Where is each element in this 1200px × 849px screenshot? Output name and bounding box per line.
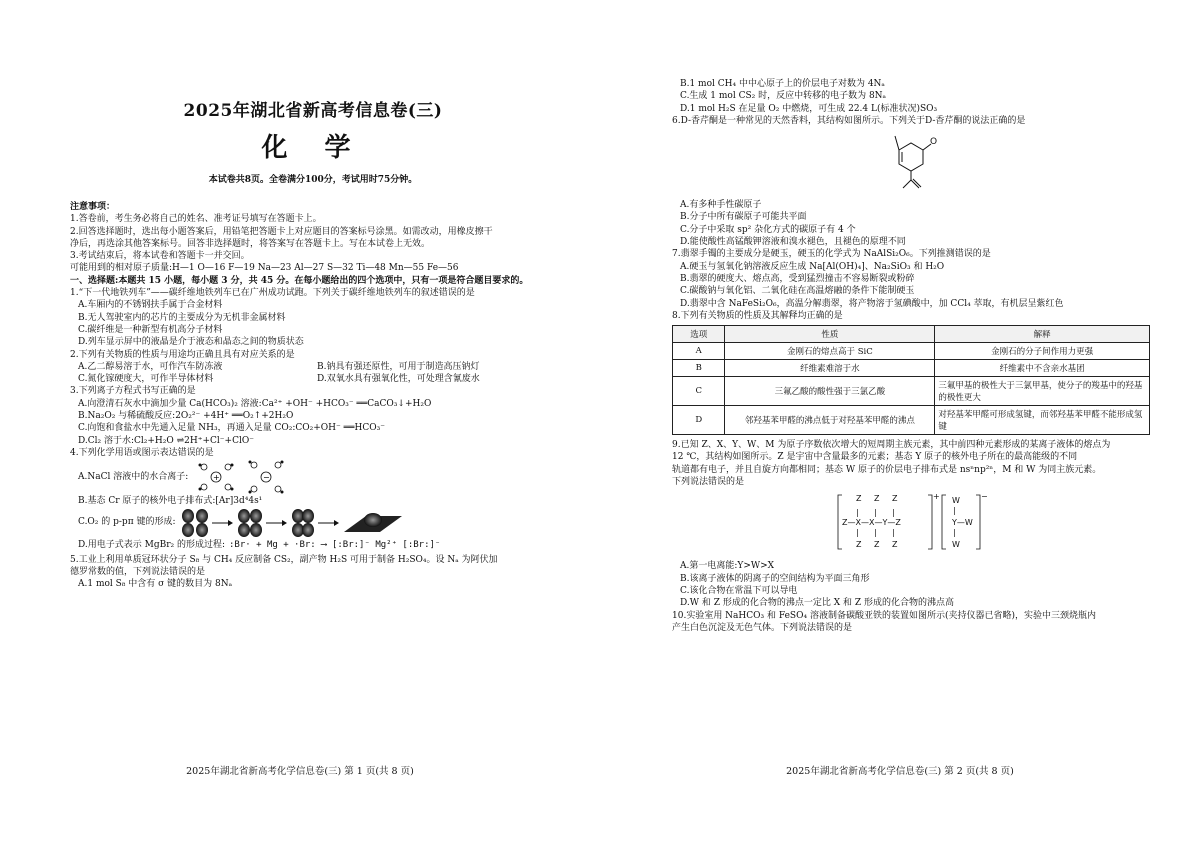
page-footer: 2025年湖北省新高考化学信息卷(三) 第 1 页(共 8 页)	[186, 766, 414, 777]
option: B.钠具有强还原性，可用于制造高压钠灯	[317, 361, 480, 372]
table-cell: A	[673, 343, 725, 360]
note-line: 1.答卷前，考生务必将自己的姓名、准考证号填写在答题卡上。	[70, 214, 322, 225]
svg-text:|: |	[874, 508, 877, 518]
question-8: 8.下列有关物质的性质及其解释均正确的是	[672, 310, 843, 321]
svg-text:|: |	[953, 506, 956, 516]
svg-text:|: |	[892, 528, 895, 538]
note-line: 净后，再选涂其他答案标号。回答非选择题时，将答案写在答题卡上。写在本试卷上无效。	[70, 238, 431, 249]
option: D.列车显示屏中的液晶是介于液态和晶态之间的物质状态	[78, 337, 304, 348]
option: D.1 mol H₂S 在足量 O₂ 中燃烧，可生成 22.4 L(标准状况)SO₃	[680, 103, 938, 114]
table-row	[673, 406, 1150, 435]
table-cell: 三氟甲基的极性大于三氯甲基，使分子的羧基中的羟基的极性更大	[935, 377, 1150, 406]
table-cell: D	[673, 406, 725, 435]
hydrated-ion-diagram	[188, 459, 298, 495]
option: C.该化合物在常温下可以导电	[680, 585, 798, 596]
note-line: 2.回答选择题时，选出每小题答案后，用铅笔把答题卡上对应题目的答案标号涂黑。如需改动，用橡皮擦干	[70, 226, 493, 237]
option: A.NaCl 溶液中的水合离子:	[78, 472, 189, 483]
option: B.1 mol CH₄ 中中心原子上的价层电子对数为 4Nₐ	[680, 79, 885, 89]
question-10: 10.实验室用 NaHCO₃ 和 FeSO₄ 溶液制备碳酸亚铁的装置如图所示(夹持仪器已省略)，实验中三颈烧瓶内	[672, 610, 1096, 621]
notes-heading: 注意事项：	[70, 202, 116, 212]
option-d-row	[70, 538, 556, 554]
option-row	[70, 361, 556, 373]
option: D.翡翠中含 NaFeSi₂O₆，高温分解翡翠，将产物溶于氢碘酸中，加 CCl₄ 萃取，有机层呈紫红色	[680, 298, 1064, 309]
option: D.能使酸性高锰酸钾溶液和溴水褪色，且褪色的原理不同	[680, 237, 906, 248]
option: D.Cl₂ 溶于水:Cl₂+H₂O ⇌2H⁺+Cl⁻+ClO⁻	[78, 435, 254, 446]
question-3: 3.下列离子方程式书写正确的是	[70, 386, 196, 397]
svg-text:O: O	[930, 137, 938, 148]
question-10-cont: 产生白色沉淀及无色气体。下列说法错误的是	[672, 622, 853, 633]
svg-text:Y—W: Y—W	[952, 518, 973, 528]
electron-dot-formula: :Br· + Mg + ·Br: ⟶ [:Br:]⁻ Mg²⁺ [:Br:]⁻	[229, 540, 441, 551]
question-9-cont: 轨道都有电子，并且自旋方向都相同；基态 W 原子的价层电子排布式是 nsⁿnp²ⁿ，M 和 W 为同主族元素。	[672, 464, 1102, 475]
question-1: 1.“下一代地铁列车”——碳纤维地铁列车已在广州成功试跑。下列关于碳纤维地铁列车的叙述错误的是	[70, 288, 475, 299]
question-7: 7.翡翠手镯的主要成分是硬玉，硬玉的化学式为 NaAlSi₂O₆。下列推测错误的是	[672, 249, 991, 260]
svg-text:Z: Z	[892, 494, 898, 504]
option: B.基态 Cr 原子的核外电子排布式:[Ar]3d⁴4s¹	[78, 496, 263, 507]
svg-text:Z: Z	[892, 540, 898, 550]
table-header: 选项	[673, 326, 725, 343]
table-header: 解释	[935, 326, 1150, 343]
option: D.双氧水具有强氧化性，可处理含氰废水	[317, 374, 480, 385]
svg-text:|: |	[856, 528, 859, 538]
svg-text:−: −	[263, 473, 270, 483]
option-row	[70, 373, 556, 385]
table-cell: 纤维素难溶于水	[725, 360, 935, 377]
option: A.有多种手性碳原子	[680, 200, 762, 211]
q8-table	[672, 325, 1150, 435]
svg-text:Z: Z	[856, 494, 862, 504]
table-row	[673, 343, 1150, 360]
option: D.W 和 Z 形成的化合物的沸点一定比 X 和 Z 形成的化合物的沸点高	[680, 598, 954, 609]
option: B.无人驾驶室内的芯片的主要成分为无机非金属材料	[78, 312, 286, 323]
question-4: 4.下列化学用语或图示表达错误的是	[70, 447, 214, 458]
subject-title: 化 学	[261, 133, 365, 163]
svg-text:|: |	[892, 508, 895, 518]
table-cell: C	[673, 377, 725, 406]
question-6: 6.D-香芹酮是一种常见的天然香料，其结构如图所示。下列关于D-香芹酮的说法正确的是	[672, 115, 1026, 126]
svg-text:|: |	[874, 528, 877, 538]
option-c-row	[70, 508, 556, 538]
table-cell: 纤维素中不含亲水基团	[935, 360, 1150, 377]
svg-text:Z: Z	[856, 540, 862, 550]
question-9-cont: 12 ℃，其结构如图所示。Z 是宇宙中含量最多的元素；基态 Y 原子的核外电子所在的最高能级的不同	[672, 452, 1078, 463]
option: C.碳酸钠与氧化铝、二氧化硅在高温熔融的条件下能制硬玉	[680, 286, 915, 297]
option: B.该离子液体的阴离子的空间结构为平面三角形	[680, 573, 870, 584]
question-9-cont: 下列说法错误的是	[672, 477, 745, 488]
option: A.向澄清石灰水中滴加少量 Ca(HCO₃)₂ 溶液:Ca²⁺ +OH⁻ +HCO₃⁻ ══CaCO₃↓+H₂O	[78, 398, 432, 409]
ionic-liquid-structure	[672, 491, 1150, 557]
svg-text:Z—X—X—Y—Z: Z—X—X—Y—Z	[842, 518, 901, 528]
question-5: 5.工业上利用单质冠环状分子 S₈ 与 CH₄ 反应制备 CS₂，副产物 H₂S 可用于制备 H₂SO₄。设 Nₐ 为阿伏加	[70, 554, 498, 565]
carvone-structure	[672, 130, 1150, 196]
svg-text:|: |	[856, 508, 859, 518]
table-cell: B	[673, 360, 725, 377]
option: A.1 mol S₈ 中含有 σ 键的数目为 8Nₐ	[78, 579, 233, 590]
option: C.碳纤维是一种新型有机高分子材料	[78, 324, 223, 335]
svg-text:Z: Z	[874, 494, 880, 504]
svg-text:W: W	[952, 496, 960, 506]
option: C.分子中采取 sp² 杂化方式的碳原子有 4 个	[680, 224, 856, 235]
question-9: 9.已知 Z、X、Y、W、M 为原子序数依次增大的短周期主族元素，其中前四种元素形成的某离子液体的熔点为	[672, 440, 1111, 451]
ionic-liquid-structure-svg	[836, 491, 986, 553]
svg-text:W: W	[952, 540, 960, 550]
option: B.翡翠的硬度大、熔点高，受到猛烈撞击不容易断裂或粉碎	[680, 273, 915, 284]
table-header-row	[673, 326, 1150, 343]
paper-title: 2025年湖北省新高考信息卷(三)	[183, 101, 443, 121]
option: A.第一电离能:Y>W>X	[680, 561, 775, 572]
svg-text:+: +	[933, 492, 940, 502]
question-2: 2.下列有关物质的性质与用途均正确且具有对应关系的是	[70, 349, 295, 360]
table-cell: 三氟乙酸的酸性强于三氯乙酸	[725, 377, 935, 406]
svg-text:|: |	[953, 528, 956, 538]
page-footer: 2025年湖北省新高考化学信息卷(三) 第 2 页(共 8 页)	[786, 766, 1014, 777]
option: C.向饱和食盐水中先通入足量 NH₃，再通入足量 CO₂:CO₂+OH⁻ ══HCO₃⁻	[78, 423, 385, 434]
table-cell: 对羟基苯甲醛可形成氢键，而邻羟基苯甲醛不能形成氢键	[935, 406, 1150, 435]
svg-text:Z: Z	[874, 540, 880, 550]
section-heading: 一、选择题:本题共 15 小题，每小题 3 分，共 45 分。在每小题给出的四个选项中，只有一项是符合题目要求的。	[70, 275, 529, 286]
table-cell: 金刚石的熔点高于 SiC	[725, 343, 935, 360]
atomic-mass: 可能用到的相对原子质量:H—1 O—16 F—19 Na—23 Al—27 S—32 Ti—48 Mn—55 Fe—56	[70, 263, 459, 274]
svg-text:−: −	[981, 492, 988, 502]
p-orbital-overlap-diagram	[176, 508, 406, 538]
option: B.分子中所有碳原子可能共平面	[680, 212, 807, 223]
option-a-row	[70, 459, 556, 495]
page-2	[600, 0, 1200, 849]
option: C.生成 1 mol CS₂ 时，反应中转移的电子数为 8Nₐ	[680, 91, 887, 102]
table-row	[673, 360, 1150, 377]
question-5-cont: 德罗常数的值，下列说法错误的是	[70, 566, 206, 577]
option: A.车厢内的不锈钢扶手属于合金材料	[78, 300, 223, 311]
table-cell: 邻羟基苯甲醛的沸点低于对羟基苯甲醛的沸点	[725, 406, 935, 435]
note-line: 3.考试结束后，将本试卷和答题卡一并交回。	[70, 251, 250, 262]
option: B.Na₂O₂ 与稀硫酸反应:2O₂²⁻ +4H⁺ ══O₂↑+2H₂O	[78, 411, 294, 422]
option: C.O₂ 的 p-pπ 键的形成:	[78, 517, 176, 528]
table-row	[673, 377, 1150, 406]
option: A.硬玉与氢氧化钠溶液反应生成 Na[Al(OH)₄]、Na₂SiO₃ 和 H₂O	[680, 261, 945, 272]
paper-info: 本试卷共8页。全卷满分100分，考试用时75分钟。	[208, 175, 418, 185]
option: D.用电子式表示 MgBr₂ 的形成过程:	[78, 540, 226, 551]
svg-text:+: +	[213, 473, 220, 483]
table-header: 性质	[725, 326, 935, 343]
option: A.乙二醇易溶于水，可作汽车防冻液	[78, 361, 223, 372]
option: C.氮化镓硬度大，可作半导体材料	[78, 374, 214, 385]
carvone-structure-svg	[881, 130, 941, 192]
table-cell: 金刚石的分子间作用力更强	[935, 343, 1150, 360]
